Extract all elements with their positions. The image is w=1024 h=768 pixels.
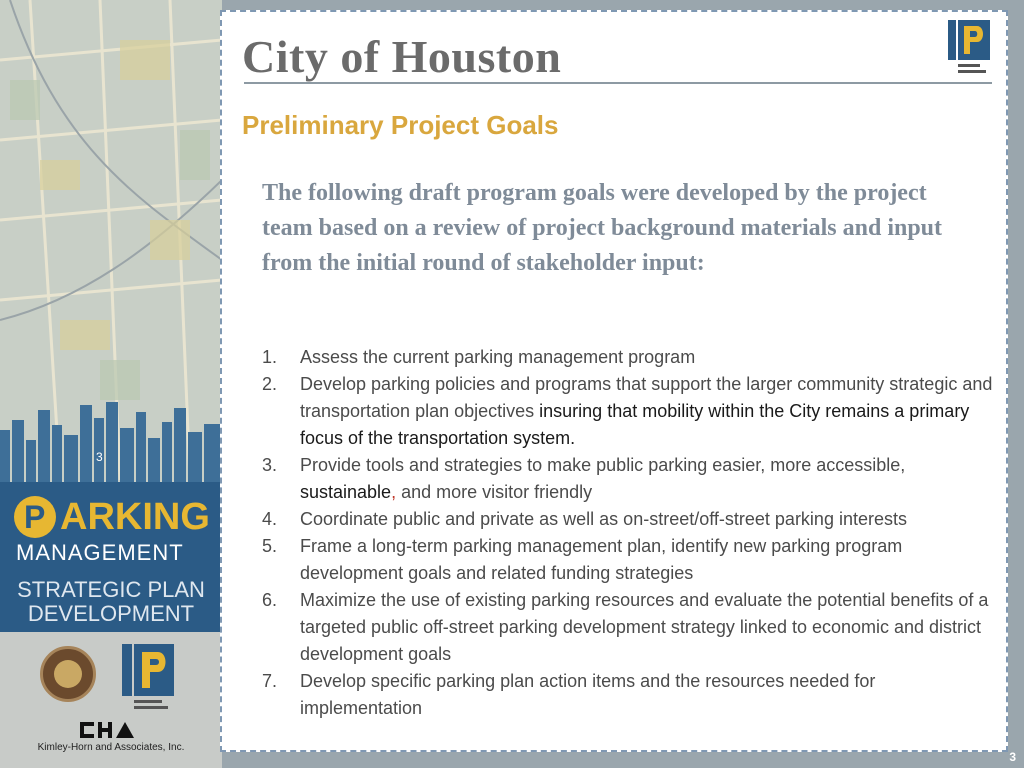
goal-item-6: 6. Maximize the use of existing parking resources and evaluate the potential benefits of a targeted public off-street parking development strategy linked to economic and district development goals <box>262 590 989 664</box>
city-seal-logo <box>40 646 96 702</box>
brand-strategic-plan-text: STRATEGIC PLAN <box>17 577 205 602</box>
title-divider <box>244 82 992 84</box>
brand-parking-text: ARKING <box>60 496 210 538</box>
brand-p-letter: P <box>24 499 46 535</box>
left-sidebar <box>0 0 222 768</box>
goal-item-5: 5. Frame a long-term parking management plan, identify new parking program development goals and related funding strategies <box>262 536 903 583</box>
slide-content <box>220 10 1008 752</box>
brand-development-text: DEVELOPMENT <box>27 601 195 626</box>
firm-name: Kimley-Horn and Associates, Inc. <box>37 742 185 753</box>
goal-item-3: 3. Provide tools and strategies to make public parking easier, more accessible, sustainable, and more visitor friendly <box>262 455 906 502</box>
city-parking-logo <box>122 644 178 714</box>
intro-paragraph: The following draft program goals were developed by the project team based on a review of project background materials and input from the initial round of stakeholder input: <box>262 180 943 276</box>
goals-list <box>262 344 996 722</box>
page-title: City of Houston <box>242 31 562 82</box>
goal-item-2: 2. Develop parking policies and programs that support the larger community strategic and transportation plan objectives insuring that mobility within the City remains a primary focus of the transportation system. <box>262 374 993 448</box>
sidebar-page-number: 3 <box>96 450 103 464</box>
city-parking-logo-small <box>948 20 994 78</box>
kimley-horn-logo-icon <box>80 720 134 740</box>
parking-p-logo <box>14 496 56 538</box>
city-skyline <box>0 400 222 482</box>
sponsor-logos <box>0 632 222 768</box>
section-subtitle: Preliminary Project Goals <box>242 110 559 140</box>
brand-management-text: MANAGEMENT <box>16 540 184 565</box>
goal-item-7: 7. Develop specific parking plan action items and the resources needed for implementation <box>262 671 876 718</box>
goal-item-4: 4. Coordinate public and private as well as on-street/off-street parking interests <box>262 509 907 529</box>
parking-management-branding <box>0 482 222 632</box>
page-number: 3 <box>1009 750 1016 764</box>
goal-item-1: 1. Assess the current parking management program <box>262 347 696 367</box>
